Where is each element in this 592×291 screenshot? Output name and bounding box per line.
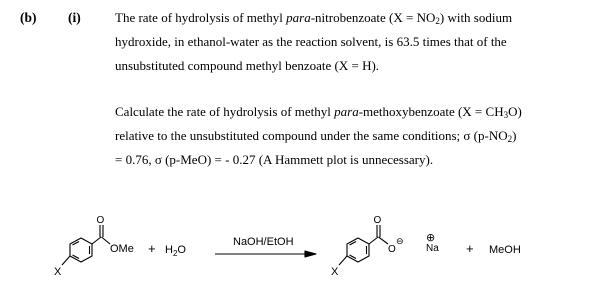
reactant-x-label: X [54, 266, 62, 278]
plus-sign-1: + [148, 241, 156, 256]
water-label: $H_2O$ [165, 244, 186, 258]
paragraph-1-line-1: The rate of hydrolysis of methyl para-nitrobenzoate $(X = NO_2)$ with sodium [115, 10, 513, 26]
reactant-carbonyl-oxygen: O [96, 215, 105, 226]
reactant-benzene-ring [70, 238, 92, 262]
paragraph-2-line-1: Calculate the rate of hydrolysis of methyl para-methoxybenzoate $(X = CH_3O)$ [115, 104, 522, 120]
product-carboxylate-bond [379, 237, 389, 244]
plus-sign-2: + [466, 241, 474, 256]
reactant-x-bond [62, 256, 70, 265]
product-benzene-ring [347, 238, 369, 262]
reactant-ome-label: OMe [110, 243, 134, 255]
paragraph-1-line-3: unsubstituted compound methyl benzoate (X = H). [115, 58, 380, 73]
reactant-ring-carbonyl-bond [92, 237, 101, 244]
reagent-label: NaOH/EtOH [233, 236, 294, 248]
reaction-arrowhead [305, 251, 316, 257]
product-ring-carbonyl-bond [369, 237, 378, 244]
minus-charge-icon: ⊖ [396, 236, 404, 246]
product-oxyanion: O [388, 244, 396, 255]
product-x-label: X [331, 266, 339, 278]
paragraph-1-line-2: hydroxide, in ethanol-water as the reaction solvent, is 63.5 times that of the [115, 34, 507, 49]
reactant-ester-bond [102, 237, 111, 244]
paragraph-2-line-2: relative to the unsubstituted compound under the same conditions; σ $(p-NO_2)$ [115, 128, 517, 144]
sodium-label: Na [426, 243, 439, 254]
paragraph-2-line-3: = 0.76, σ (p-MeO) = - 0.27 (A Hammett plot is unnecessary). [115, 152, 434, 167]
product-carbonyl-oxygen: O [373, 215, 382, 226]
question-subpart-label: (i) [68, 10, 81, 25]
plus-charge-icon: ⊕ [426, 232, 436, 244]
product-x-bond [339, 256, 347, 265]
question-part-label: (b) [20, 10, 37, 25]
methanol-label: MeOH [489, 244, 521, 256]
